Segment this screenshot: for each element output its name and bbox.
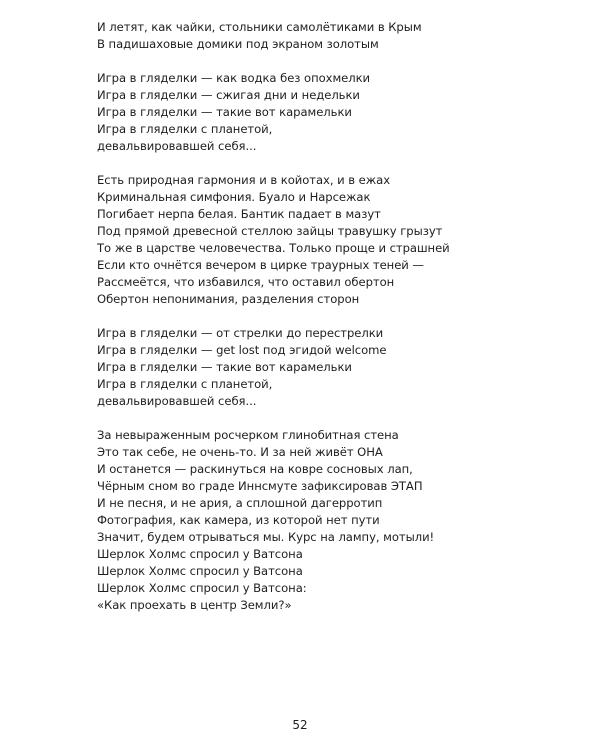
poem-line: Рассмеётся, что избавился, что оставил обертон xyxy=(97,275,395,289)
poem-line: Игра в гляделки — get lost под эгидой welcome xyxy=(97,343,387,357)
poem-line: Фотография, как камера, из которой нет пути xyxy=(97,513,380,527)
stanza-4-refrain xyxy=(97,325,517,410)
poem-line: Значит, будем отрываться мы. Курс на лампу, мотыли! xyxy=(97,530,435,544)
poem-line: И летят, как чайки, стольники самолётиками в Крым xyxy=(97,20,422,34)
poem-line: Игра в гляделки — такие вот карамельки xyxy=(97,105,352,119)
poem-line: Обертон непонимания, разделения сторон xyxy=(97,292,360,306)
poem-line: Игра в гляделки — от стрелки до перестрелки xyxy=(97,326,384,340)
poem-line: Если кто очнётся вечером в цирке траурных теней — xyxy=(97,258,424,272)
poem-line: девальвировавшей себя... xyxy=(97,394,257,408)
poem-line: За невыраженным росчерком глинобитная стена xyxy=(97,428,399,442)
poem-line: Под прямой древесной стеллою зайцы травушку грызут xyxy=(97,224,443,238)
poem-line: И не песня, и не ария, а сплошной дагерротип xyxy=(97,496,383,510)
poem-line: «Как проехать в центр Земли?» xyxy=(97,598,292,612)
poem-line: То же в царстве человечества. Только проще и страшней xyxy=(97,241,450,255)
poem-line: В падишаховые домики под экраном золотым xyxy=(97,37,379,51)
stanza-1 xyxy=(97,19,517,53)
poem-line: Игра в гляделки — такие вот карамельки xyxy=(97,360,352,374)
poem-line: Криминальная симфония. Буало и Нарсежак xyxy=(97,190,371,204)
poem-line: Игра в гляделки с планетой, xyxy=(97,122,273,136)
stanza-3 xyxy=(97,172,517,308)
poem-line: Шерлок Холмс спросил у Ватсона: xyxy=(97,581,307,595)
poem-line: Погибает нерпа белая. Бантик падает в мазут xyxy=(97,207,381,221)
stanza-5 xyxy=(97,427,517,614)
stanza-2-refrain xyxy=(97,70,517,155)
poem-line: Это так себе, не очень-то. И за ней живёт ОНА xyxy=(97,445,383,459)
poem-line: Игра в гляделки с планетой, xyxy=(97,377,273,391)
poem-line: И останется — раскинуться на ковре сосновых лап, xyxy=(97,462,413,476)
poem-line: Есть природная гармония и в койотах, и в ежах xyxy=(97,173,391,187)
poem-line: Шерлок Холмс спросил у Ватсона xyxy=(97,564,303,578)
poem-line: девальвировавшей себя... xyxy=(97,139,257,153)
poem-line: Игра в гляделки — как водка без опохмелки xyxy=(97,71,371,85)
page-number: 52 xyxy=(292,718,308,732)
poem-line: Игра в гляделки — сжигая дни и недельки xyxy=(97,88,360,102)
poem-text xyxy=(97,19,517,631)
poem-line: Шерлок Холмс спросил у Ватсона xyxy=(97,547,303,561)
poem-line: Чёрным сном во граде Иннсмуте зафиксировав ЭТАП xyxy=(97,479,423,493)
